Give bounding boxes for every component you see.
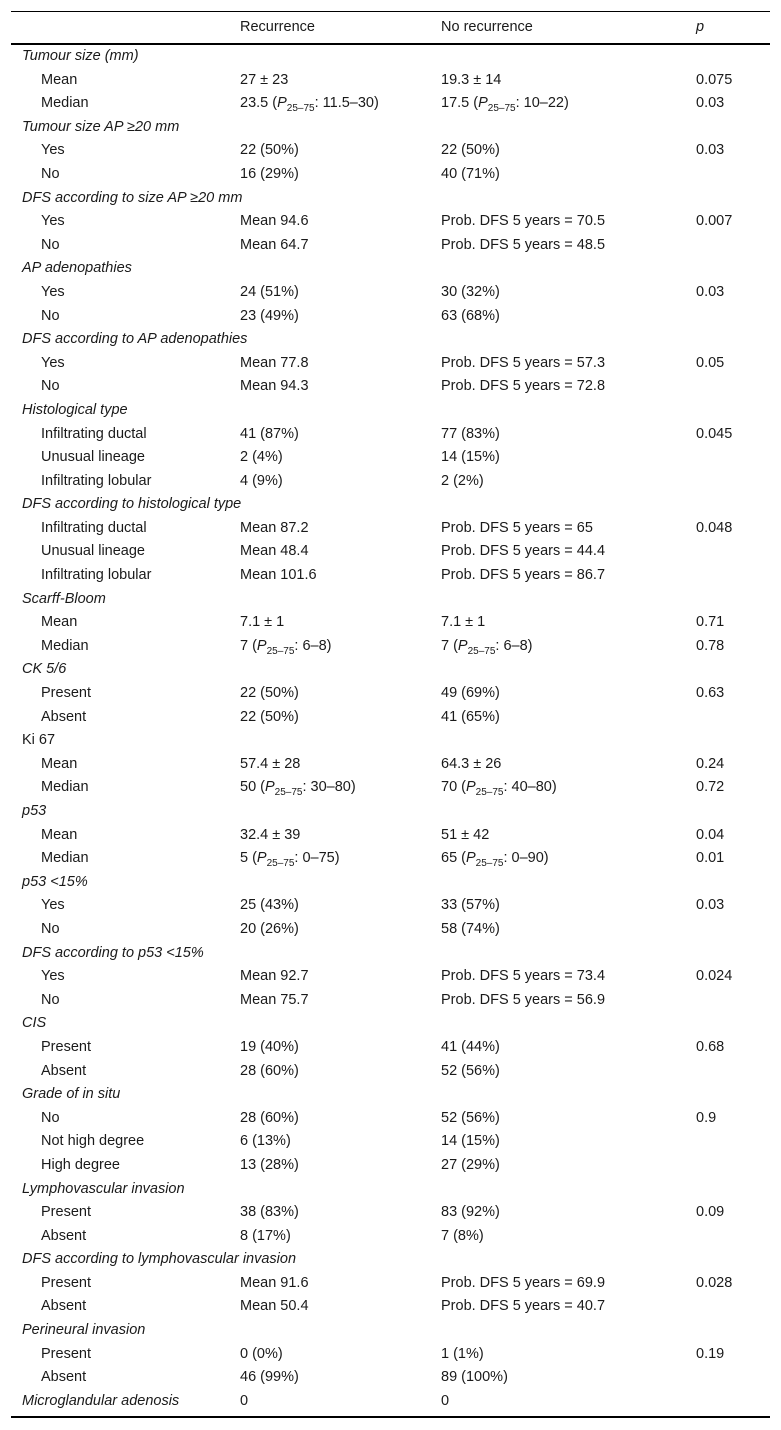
p-value-cell: 0.024 [696,968,733,985]
table-row [11,682,770,706]
recurrence-cell: 2 (4%) [240,449,283,466]
no-recurrence-cell: 58 (74%) [441,920,500,937]
no-recurrence-cell: Prob. DFS 5 years = 56.9 [441,991,606,1008]
section-label: Microglandular adenosis [22,1392,180,1409]
row-label: No [41,920,60,937]
row-label: Yes [41,354,65,371]
table-header-row [11,12,770,43]
section-label: DFS according to AP adenopathies [22,331,248,348]
p-value-cell: 0.045 [696,425,733,442]
p-value-cell: 0.72 [696,779,725,796]
row-label: Infiltrating lobular [41,567,152,584]
no-recurrence-cell: 70 ($P_{25-75}$: 40–80) [441,779,557,799]
row-label: Absent [41,708,87,725]
row-label: Unusual lineage [41,449,145,466]
no-recurrence-cell: 2 (2%) [441,472,484,489]
section-row [11,942,770,966]
section-row [11,45,770,69]
section-row [11,116,770,140]
row-label: Absent [41,1369,87,1386]
section-label: CK 5/6 [22,661,67,678]
recurrence-cell: 24 (51%) [240,283,299,300]
section-row [11,1319,770,1343]
section-label: Ki 67 [22,732,56,749]
recurrence-cell: 38 (83%) [240,1204,299,1221]
recurrence-cell: Mean 94.6 [240,213,309,230]
recurrence-cell: 57.4 ± 28 [240,755,301,772]
no-recurrence-cell: 17.5 ($P_{25-75}$: 10–22) [441,95,569,115]
table-row [11,918,770,942]
table-row [11,894,770,918]
table-row [11,635,770,659]
table-row [11,706,770,730]
recurrence-cell: 41 (87%) [240,425,299,442]
p-value-cell: 0.63 [696,685,725,702]
no-recurrence-cell: Prob. DFS 5 years = 86.7 [441,567,606,584]
section-label: DFS according to p53 <15% [22,944,204,961]
recurrence-cell: 0 [240,1392,249,1409]
row-label: High degree [41,1156,120,1173]
p-value-cell: 0.68 [696,1038,725,1055]
row-label: No [41,165,60,182]
header-p-value: p [696,19,705,35]
recurrence-cell: 4 (9%) [240,472,283,489]
no-recurrence-cell: 27 (29%) [441,1156,500,1173]
recurrence-cell: 50 ($P_{25-75}$: 30–80) [240,779,356,799]
no-recurrence-cell: Prob. DFS 5 years = 57.3 [441,354,606,371]
row-label: Absent [41,1062,87,1079]
recurrence-cell: Mean 75.7 [240,991,309,1008]
p-value-cell: 0.71 [696,614,725,631]
no-recurrence-cell: 19.3 ± 14 [441,71,502,88]
p-value-cell: 0.03 [696,95,725,112]
data-table [11,11,770,1418]
table-row [11,163,770,187]
no-recurrence-cell: 30 (32%) [441,283,500,300]
no-recurrence-cell: Prob. DFS 5 years = 72.8 [441,378,606,395]
table-row [11,1060,770,1084]
p-value-cell: 0.24 [696,755,725,772]
recurrence-cell: 46 (99%) [240,1369,299,1386]
section-row [11,658,770,682]
section-label: DFS according to size AP ≥20 mm [22,189,243,206]
no-recurrence-cell: 49 (69%) [441,685,500,702]
section-label: Perineural invasion [22,1322,146,1339]
recurrence-cell: Mean 101.6 [240,567,317,584]
row-label: Infiltrating ductal [41,425,147,442]
recurrence-cell: Mean 77.8 [240,354,309,371]
p-value-cell: 0.048 [696,519,733,536]
no-recurrence-cell: 52 (56%) [441,1062,500,1079]
row-label: Infiltrating lobular [41,472,152,489]
row-label: Present [41,1274,91,1291]
section-label: Tumour size (mm) [22,48,139,64]
table-row [11,824,770,848]
table-row [11,540,770,564]
table-row [11,470,770,494]
row-label: Mean [41,614,78,631]
no-recurrence-cell: 40 (71%) [441,165,500,182]
no-recurrence-cell: Prob. DFS 5 years = 44.4 [441,543,606,560]
section-label: CIS [22,1015,47,1032]
no-recurrence-cell: 1 (1%) [441,1345,484,1362]
no-recurrence-cell: 7.1 ± 1 [441,614,486,631]
table-row [11,281,770,305]
table-row [11,375,770,399]
no-recurrence-cell: 65 ($P_{25-75}$: 0–90) [441,850,549,870]
row-label: Yes [41,213,65,230]
table-row [11,210,770,234]
table-row [11,92,770,116]
recurrence-cell: 22 (50%) [240,685,299,702]
section-row [11,729,770,753]
table-row [11,305,770,329]
table-row [11,1107,770,1131]
recurrence-cell: 23 (49%) [240,307,299,324]
row-label: Mean [41,826,78,843]
recurrence-cell: 7.1 ± 1 [240,614,285,631]
no-recurrence-cell: 63 (68%) [441,307,500,324]
row-label: No [41,378,60,395]
table-row [11,753,770,777]
table-row [11,965,770,989]
row-label: Median [41,95,89,112]
no-recurrence-cell: 52 (56%) [441,1109,500,1126]
row-label: Present [41,1345,91,1362]
table-body [11,45,770,1416]
section-row [11,1012,770,1036]
header-recurrence: Recurrence [240,19,315,35]
no-recurrence-cell: 64.3 ± 26 [441,755,502,772]
row-label: No [41,236,60,253]
recurrence-cell: 32.4 ± 39 [240,826,301,843]
section-row [11,257,770,281]
table-row [11,446,770,470]
table-row [11,847,770,871]
table-row [11,423,770,447]
row-label: Yes [41,897,65,914]
recurrence-cell: 13 (28%) [240,1156,299,1173]
table-row [11,1036,770,1060]
no-recurrence-cell: Prob. DFS 5 years = 48.5 [441,236,606,253]
row-label: Median [41,850,89,867]
no-recurrence-cell: 7 (8%) [441,1227,484,1244]
p-value-cell: 0.09 [696,1204,725,1221]
recurrence-cell: 0 (0%) [240,1345,283,1362]
row-label: Present [41,685,91,702]
row-label: Median [41,637,89,654]
section-label: Grade of in situ [22,1086,121,1103]
no-recurrence-cell: 89 (100%) [441,1369,508,1386]
section-row [11,1390,770,1414]
p-value-cell: 0.03 [696,142,725,159]
row-label: Present [41,1204,91,1221]
row-label: Yes [41,142,65,159]
section-label: AP adenopathies [22,260,132,277]
section-label: p53 [22,803,47,819]
row-label: No [41,991,60,1008]
recurrence-cell: 25 (43%) [240,897,299,914]
p-value-cell: 0.04 [696,826,725,843]
recurrence-cell: 27 ± 23 [240,71,289,88]
recurrence-cell: Mean 91.6 [240,1274,309,1291]
section-row [11,328,770,352]
table-row [11,234,770,258]
table-row [11,776,770,800]
no-recurrence-cell: 83 (92%) [441,1204,500,1221]
section-row [11,871,770,895]
section-label: Histological type [22,401,128,418]
recurrence-cell: 7 ($P_{25-75}$: 6–8) [240,637,332,657]
no-recurrence-cell: 7 ($P_{25-75}$: 6–8) [441,637,533,657]
recurrence-cell: Mean 50.4 [240,1298,309,1315]
no-recurrence-cell: 33 (57%) [441,897,500,914]
p-value-cell: 0.19 [696,1345,725,1362]
row-label: No [41,1109,60,1126]
recurrence-cell: 28 (60%) [240,1109,299,1126]
recurrence-cell: 23.5 ($P_{25-75}$: 11.5–30) [240,95,379,115]
no-recurrence-cell: 51 ± 42 [441,826,490,843]
no-recurrence-cell: Prob. DFS 5 years = 69.9 [441,1274,606,1291]
row-label: Absent [41,1227,87,1244]
row-label: Yes [41,968,65,985]
no-recurrence-cell: 14 (15%) [441,1133,500,1150]
section-label: DFS according to histological type [22,496,242,513]
recurrence-cell: 8 (17%) [240,1227,291,1244]
recurrence-cell: Mean 94.3 [240,378,309,395]
p-value-cell: 0.075 [696,71,733,88]
table-bottom-rule [11,1416,770,1418]
recurrence-cell: Mean 92.7 [240,968,309,985]
recurrence-cell: 22 (50%) [240,142,299,159]
recurrence-cell: Mean 87.2 [240,519,309,536]
p-value-cell: 0.03 [696,283,725,300]
recurrence-cell: 22 (50%) [240,708,299,725]
table-row [11,611,770,635]
row-label: Not high degree [41,1133,145,1150]
p-value-cell: 0.78 [696,637,725,654]
no-recurrence-cell: 41 (44%) [441,1038,500,1055]
no-recurrence-cell: Prob. DFS 5 years = 40.7 [441,1298,606,1315]
row-label: Infiltrating ductal [41,519,147,536]
table-row [11,989,770,1013]
no-recurrence-cell: Prob. DFS 5 years = 65 [441,519,593,536]
row-label: Present [41,1038,91,1055]
recurrence-cell: 20 (26%) [240,920,299,937]
row-label: Median [41,779,89,796]
p-value-cell: 0.03 [696,897,725,914]
section-label: DFS according to lymphovascular invasion [22,1251,297,1268]
p-value-cell: 0.05 [696,354,725,371]
recurrence-cell: 19 (40%) [240,1038,299,1055]
table-row [11,139,770,163]
section-label: p53 <15% [22,873,88,890]
p-value-cell: 0.9 [696,1109,717,1126]
table-row [11,352,770,376]
table-row [11,517,770,541]
table-row [11,1225,770,1249]
p-value-cell: 0.01 [696,850,725,867]
section-row [11,493,770,517]
table-row [11,1130,770,1154]
recurrence-cell: 16 (29%) [240,165,299,182]
no-recurrence-cell: Prob. DFS 5 years = 70.5 [441,213,606,230]
recurrence-cell: 6 (13%) [240,1133,291,1150]
table-row [11,1154,770,1178]
table-row [11,1295,770,1319]
header-no-recurrence: No recurrence [441,19,533,35]
section-row [11,1083,770,1107]
table-row [11,1201,770,1225]
p-value-cell: 0.028 [696,1274,733,1291]
section-row [11,800,770,824]
row-label: Yes [41,283,65,300]
section-label: Tumour size AP ≥20 mm [22,118,180,135]
table-row [11,69,770,93]
section-row [11,588,770,612]
no-recurrence-cell: 77 (83%) [441,425,500,442]
row-label: Absent [41,1298,87,1315]
no-recurrence-cell: 0 [441,1392,450,1409]
row-label: Mean [41,71,78,88]
row-label: Unusual lineage [41,543,145,560]
table-row [11,1343,770,1367]
recurrence-cell: 28 (60%) [240,1062,299,1079]
section-row [11,399,770,423]
table-row [11,564,770,588]
p-value-cell: 0.007 [696,213,733,230]
section-label: Lymphovascular invasion [22,1180,185,1197]
section-row [11,1248,770,1272]
section-row [11,187,770,211]
table-row [11,1272,770,1296]
recurrence-cell: Mean 48.4 [240,543,309,560]
row-label: Mean [41,755,78,772]
recurrence-cell: 5 ($P_{25-75}$: 0–75) [240,850,340,870]
section-label: Scarff-Bloom [22,590,106,607]
no-recurrence-cell: 41 (65%) [441,708,500,725]
recurrence-cell: Mean 64.7 [240,236,309,253]
no-recurrence-cell: Prob. DFS 5 years = 73.4 [441,968,606,985]
section-row [11,1178,770,1202]
row-label: No [41,307,60,324]
no-recurrence-cell: 22 (50%) [441,142,500,159]
no-recurrence-cell: 14 (15%) [441,449,500,466]
table-row [11,1366,770,1390]
